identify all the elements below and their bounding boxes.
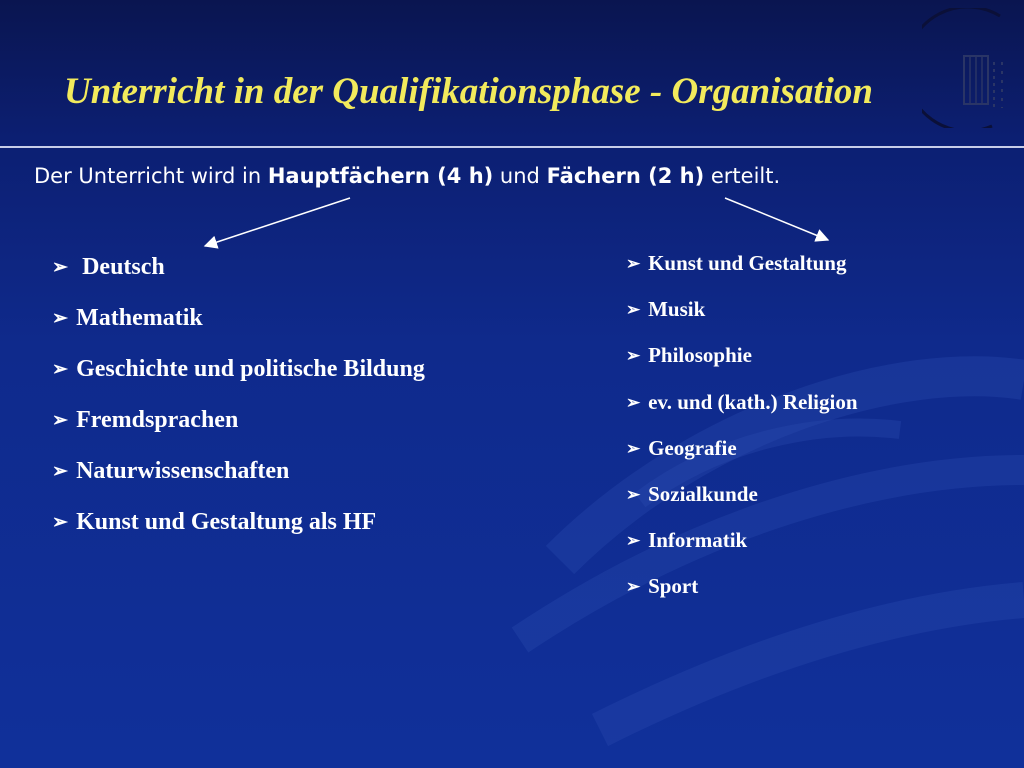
list-item bbox=[626, 387, 1006, 433]
intro-text-1: Der Unterricht wird in bbox=[34, 164, 268, 188]
list-item-label: Deutsch bbox=[82, 254, 165, 280]
list-item bbox=[52, 403, 572, 454]
list-item bbox=[52, 352, 572, 403]
arrow-bullet-icon: ➢ bbox=[52, 308, 69, 329]
list-item bbox=[52, 250, 572, 301]
arrow-bullet-icon: ➢ bbox=[52, 257, 69, 278]
intro-text-2: und bbox=[493, 164, 547, 188]
list-item-label: Sport bbox=[648, 574, 699, 599]
list-item bbox=[52, 301, 572, 352]
arrow-bullet-icon: ➢ bbox=[52, 410, 69, 431]
list-item-label: Kunst und Gestaltung als HF bbox=[76, 509, 377, 535]
list-item-label: Sozialkunde bbox=[648, 481, 758, 506]
list-item-label: Fremdsprachen bbox=[76, 407, 239, 433]
arrow-bullet-icon: ➢ bbox=[626, 577, 641, 597]
list-item-label: Naturwissenschaften bbox=[76, 458, 290, 484]
arrow-bullet-icon: ➢ bbox=[52, 461, 69, 482]
hauptfaecher-list bbox=[52, 250, 572, 556]
arrow-bullet-icon: ➢ bbox=[52, 512, 69, 533]
list-item bbox=[626, 340, 1006, 386]
list-item bbox=[52, 454, 572, 505]
arrow-bullet-icon: ➢ bbox=[626, 392, 641, 412]
list-item bbox=[626, 433, 1006, 479]
list-item-label: Geschichte und politische Bildung bbox=[76, 356, 425, 382]
list-item bbox=[52, 505, 572, 556]
arrow-bullet-icon: ➢ bbox=[626, 438, 641, 458]
title-divider bbox=[0, 146, 1024, 148]
list-item bbox=[626, 479, 1006, 525]
arrow-bullet-icon: ➢ bbox=[626, 484, 641, 504]
arrow-bullet-icon: ➢ bbox=[626, 346, 641, 366]
list-item bbox=[626, 525, 1006, 571]
list-item-label: Mathematik bbox=[76, 305, 203, 331]
arrow-bullet-icon: ➢ bbox=[52, 359, 69, 380]
arrow-right-icon bbox=[725, 198, 828, 240]
list-item bbox=[626, 294, 1006, 340]
arrow-bullet-icon: ➢ bbox=[626, 254, 641, 273]
intro-sentence bbox=[34, 164, 994, 188]
slide-title: Unterricht in der Qualifikationsphase - Organisation bbox=[64, 71, 874, 112]
list-item-label: Geografie bbox=[648, 435, 737, 460]
intro-text-3: erteilt. bbox=[704, 164, 781, 188]
list-item bbox=[626, 571, 1006, 617]
arrow-bullet-icon: ➢ bbox=[626, 531, 641, 551]
list-item-label: Informatik bbox=[648, 528, 748, 553]
list-item-label: ev. und (kath.) Religion bbox=[648, 389, 858, 414]
arrow-left-icon bbox=[205, 198, 350, 246]
intro-faecher: Fächern (2 h) bbox=[546, 164, 705, 188]
list-item-label: Kunst und Gestaltung bbox=[648, 251, 847, 275]
list-item-label: Philosophie bbox=[648, 343, 752, 368]
faecher-list bbox=[626, 248, 1006, 618]
list-item bbox=[626, 248, 1006, 294]
intro-hauptfaecher: Hauptfächern (4 h) bbox=[267, 164, 494, 188]
list-item-label: Musik bbox=[648, 297, 706, 322]
arrow-bullet-icon: ➢ bbox=[626, 300, 641, 320]
